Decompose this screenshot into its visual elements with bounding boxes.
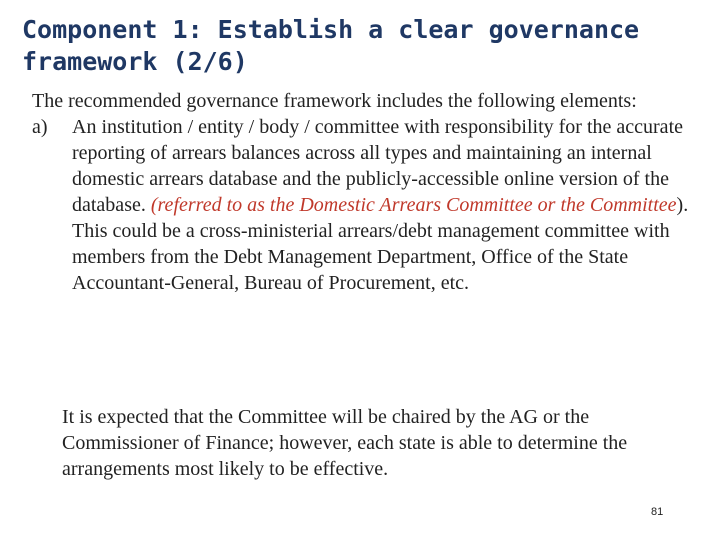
list-item-a-text-end: ). This could be a cross-ministerial arrears/debt management committee with members from the Debt Management Department, Office of the State Accountant-General, Bureau of Procurement, etc. bbox=[72, 194, 689, 294]
list-item-a-text-start: An institution / entity / body / committee with responsibility for the accurate reporting of arrears balances across all types and maintaining an internal domestic arrears database and the publicly-accessible online version of the database. bbox=[72, 116, 683, 216]
committee-reference: (referred to as the Domestic Arrears Committee or the Committee bbox=[150, 194, 677, 216]
list-item-a bbox=[32, 114, 702, 296]
page-number: 81 bbox=[651, 506, 664, 518]
list-item-a-text bbox=[72, 114, 702, 296]
intro-paragraph: The recommended governance framework includes the following elements: bbox=[32, 90, 637, 112]
slide-title-line-2: framework (2/6) bbox=[22, 47, 248, 76]
chair-note: It is expected that the Committee will be chaired by the AG or the Commissioner of Finance; however, each state is able to determine the arrangements most likely to be effective. bbox=[62, 406, 628, 480]
slide-title-line-1: Component 1: Establish a clear governance bbox=[22, 15, 640, 44]
list-marker-a: a) bbox=[32, 116, 48, 138]
slide-title bbox=[22, 14, 712, 78]
slide-body bbox=[32, 88, 702, 296]
